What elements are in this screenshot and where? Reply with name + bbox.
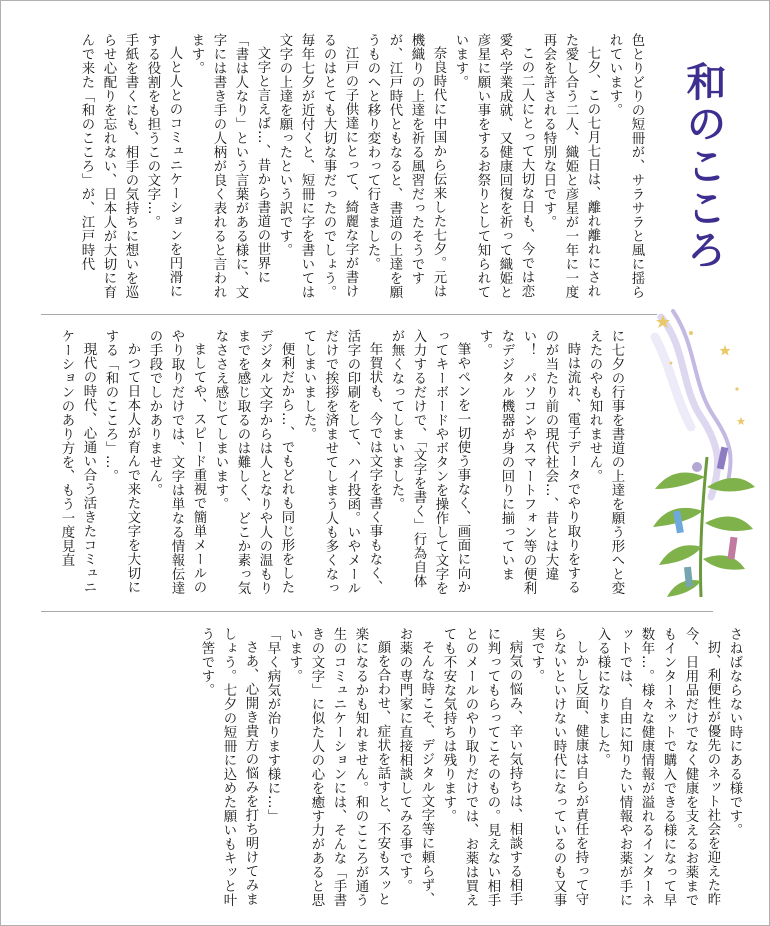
paragraph: この二人にとって大切な日も、今では恋愛や学業成就、又健康回復を祈って織姫と彦星に願い事をするお祭りとして知られています。	[453, 33, 534, 299]
paragraph: さねばならない時にある様です。	[727, 627, 742, 837]
paragraph: 扨、利便性が優先のネット社会を迎えた昨今、日用品だけでなく健康を支えるお薬までもインターネットで購入できる様になって早数年…。様々な健康情報が溢れるインターネットでは、自由に知りたい情報やお薬が手に入る様になりました。	[595, 627, 720, 907]
paragraph: 七夕、この七月七日は、離れ離れにされた愛し合う二人、織姫と彦星が一年に一度再会を許される特別な日です。	[541, 33, 600, 299]
paragraph: そんな時こそ、デジタル文字等に頼らず、お薬の専門家に直接相談してみる事です。	[397, 627, 434, 907]
paragraph: 顔を合わせ、症状を話すと、不安もスッと楽になるかも知れません。和のこころが通う生のコミュニケーションには、そんな「手書きの文字」に似た人の心を癒す力があると思います。	[287, 627, 390, 907]
paragraph: 色とりどりの短冊が、サラサラと風に揺られています。	[607, 33, 644, 299]
paragraph: 年賀状も、今では文字を書く事もなく、活字の印刷をして、ハイ投函。いやメールだけで挨拶を済ませてしまう人も多くなってしまいました。	[301, 329, 382, 595]
paragraph: しかし反面、健康は自らが責任を持って守らないといけない時代になっているのも又事実です。	[529, 627, 588, 907]
article-section-1	[37, 33, 647, 305]
paragraph: に七夕の行事を書道の上達を願う形へと変えたのやも知れません。	[587, 329, 624, 595]
article-section-3	[25, 627, 745, 917]
article-section-2	[27, 329, 627, 599]
paragraph: 現代の時代、心通い合う活きたコミュニケーションのあり方を、もう一度見直	[59, 329, 96, 595]
page-title: 和のこころ	[680, 61, 726, 271]
paragraph: 奈良時代に中国から伝来した七夕。元は機織りの上達を祈る風習だったそうですが、江戸時代ともなると、書道の上達を願うものへと移り変わって行きました。	[365, 33, 446, 299]
paragraph: 便利だから…、でもどれも同じ形をしたデジタル文字からは人となりや人の温もりまでを感じ取るのは難しく、どこか素っ気なささえ感じてしまいます。	[213, 329, 294, 595]
paragraph: 病気の悩み、辛い気持ちは、相談する相手に判ってもらってこそのもの。見えない相手とのメールのやり取りだけでは、お薬は買えても不安な気持ちは残ります。	[441, 627, 522, 907]
paragraph: 人と人とのコミュニケーションを円滑にする役割をも担うこの文字…。	[145, 33, 182, 299]
tanabata-bamboo-illustration	[641, 297, 759, 609]
paragraph: 時は流れ、電子データでやり取りをするのが当たり前の現代社会…、昔とは大違い！ パソコンやスマートフォン等の便利なデジタル機器が身の回りに揃っています。	[477, 329, 580, 595]
section-divider	[41, 611, 713, 612]
paragraph: かつて日本人が育んで来た文字を大切にする「和のこころ」…。	[103, 329, 140, 595]
paragraph: 文字と言えば…、昔から書道の世界に「書は人なり」という言葉がある様に、文字には書き手の人柄が良く表れると言われます。	[189, 33, 270, 299]
section-divider	[41, 314, 657, 315]
paragraph: 「早く病気が治ります様に…」	[265, 627, 280, 823]
bamboo-leaf-icon	[653, 457, 755, 597]
paragraph: 手紙を書くにも、相手の気持ちに想いを巡らせ心配りを忘れない、日本人が大切に育んで来た「和のこころ」が、江戸時代	[79, 33, 138, 299]
paragraph: 江戸の子供達にとって、綺麗な字が書けるのはとても大切な事だったのでしょう。毎年七夕が近付くと、短冊に字を書いては文字の上達を願ったという訳です。	[277, 33, 358, 299]
paragraph: ましてや、スピード重視で簡単メールのやり取りだけでは、文字は単なる情報伝達の手段でしかありません。	[147, 329, 206, 595]
paragraph: さあ、心開き貴方の悩みを打ち明けてみましょう。七夕の短冊に込めた願いもキッと叶う筈です。	[199, 627, 258, 907]
paragraph: 筆やペンを一切使う事なく、画面に向かってキーボードやボタンを操作して文字を入力するだけで、「文字を書く」行為自体が無くなってしまいました。	[389, 329, 470, 595]
